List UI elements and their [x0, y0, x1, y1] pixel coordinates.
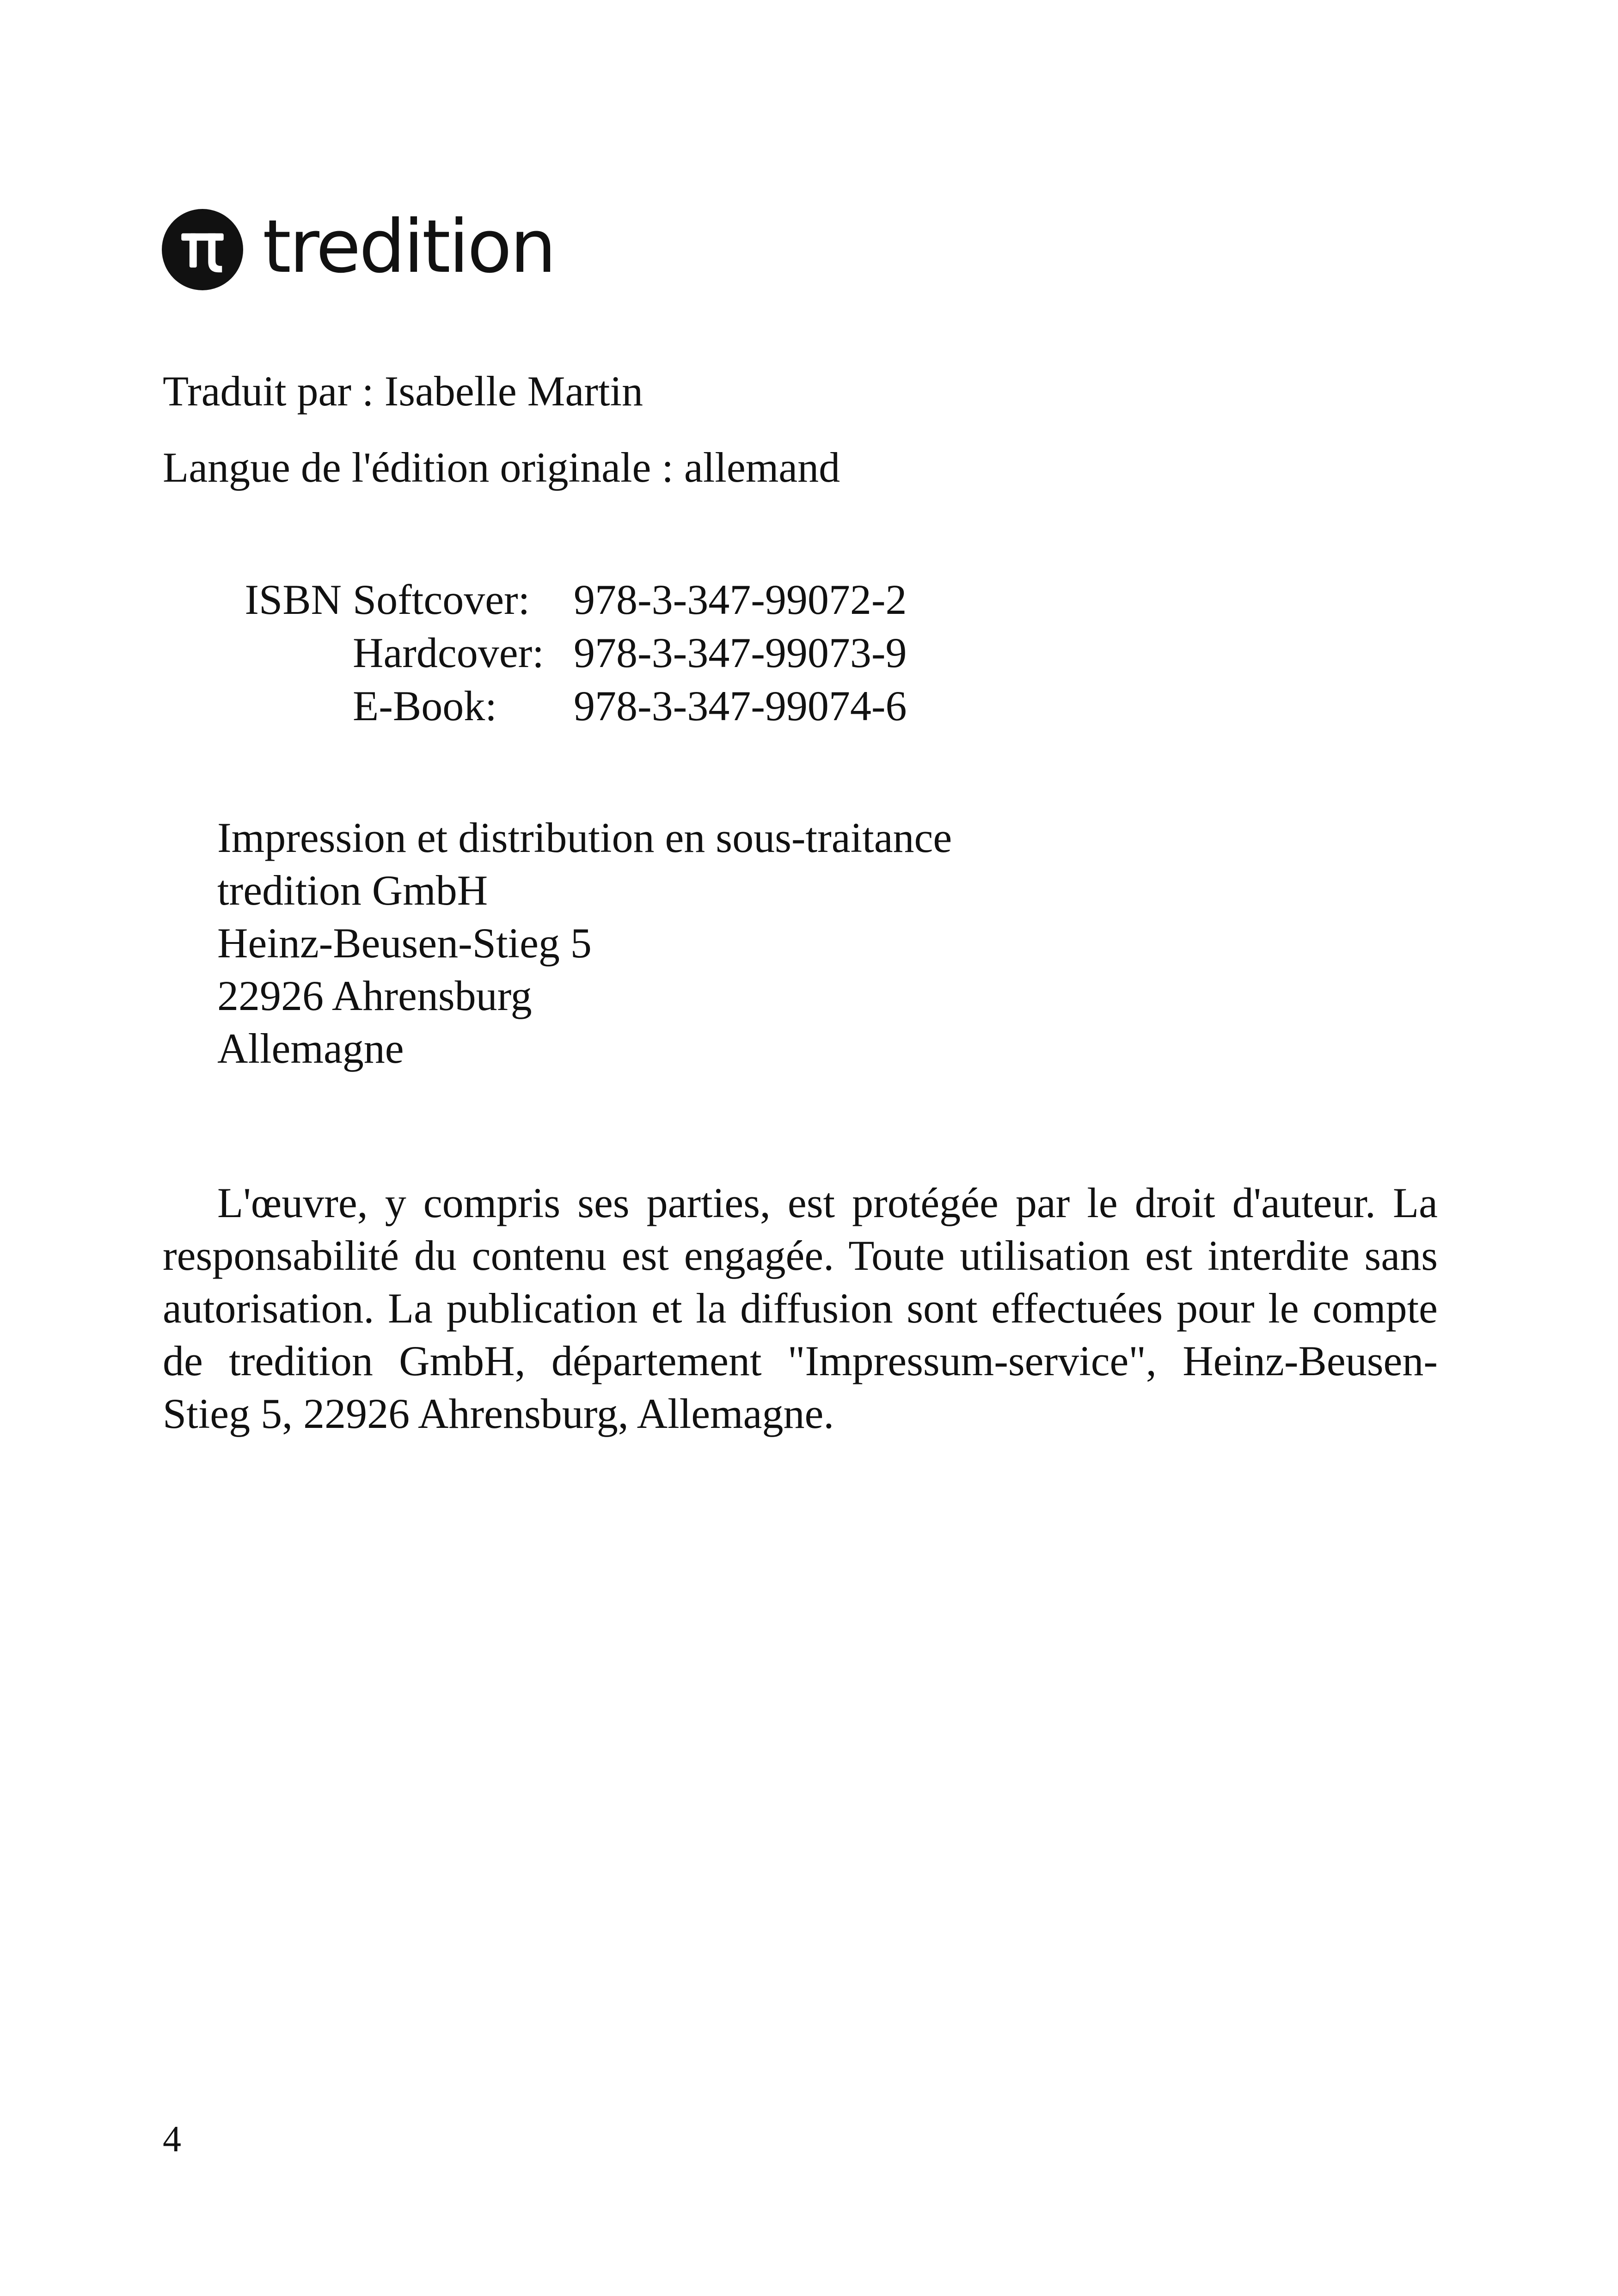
isbn-label: E-Book: [353, 682, 497, 729]
translator-line: Traduit par : Isabelle Martin [163, 367, 644, 415]
printer-line: Allemagne [217, 1025, 404, 1072]
publisher-name: tredition [263, 204, 555, 289]
isbn-block [217, 573, 907, 733]
copyright-notice [163, 1176, 1438, 1440]
printer-line: tredition GmbH [217, 867, 488, 914]
tredition-logo-icon [162, 209, 243, 290]
publisher-logo [162, 204, 555, 291]
isbn-value: 978-3-347-99074-6 [574, 682, 907, 729]
printer-address [217, 811, 952, 1075]
isbn-prefix: ISBN [245, 576, 342, 623]
copyright-paragraph: L'œuvre, y compris ses parties, est protégée par le droit d'auteur. La responsabilité du contenu est engagée. Toute utilisation est interdite sans autorisation. La publication et la diffusion sont effectuées pour le compte de tredition GmbH, département "Impressum-service", Heinz-Beusen-Stieg 5, 22926 Ahrensburg, Allemagne. [163, 1179, 1438, 1437]
isbn-label: Softcover: [353, 576, 530, 623]
isbn-row [217, 680, 907, 733]
printer-line: Heinz-Beusen-Stieg 5 [217, 919, 592, 967]
printer-line: 22926 Ahrensburg [217, 972, 532, 1019]
isbn-row [217, 573, 907, 626]
original-language-line: Langue de l'édition originale : allemand [163, 444, 840, 491]
isbn-row [217, 626, 907, 680]
isbn-value: 978-3-347-99072-2 [574, 576, 907, 623]
page-number: 4 [163, 2119, 181, 2160]
printer-line: Impression et distribution en sous-traitance [217, 814, 952, 861]
isbn-label: Hardcover: [353, 629, 544, 676]
isbn-value: 978-3-347-99073-9 [574, 629, 907, 676]
